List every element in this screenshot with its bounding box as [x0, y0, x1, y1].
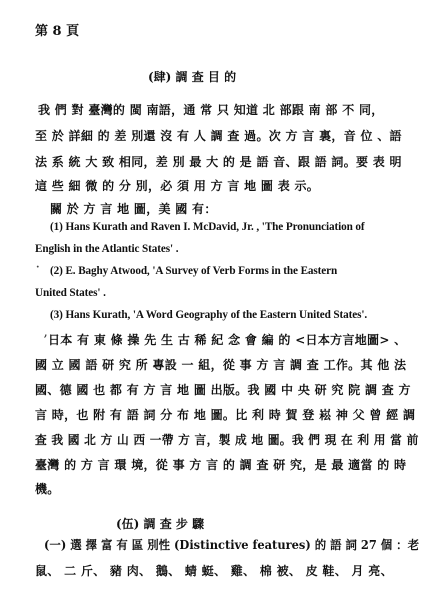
reference-line: English in the Atlantic States' .: [35, 243, 179, 255]
section-5-title: (伍) 調 查 步 驟: [116, 517, 205, 531]
paragraph-line: 臺灣 的 方 言 環 境，從 事 方 言 的 調 查 研 究，是 最 適當 的 時: [35, 458, 407, 472]
section-4-title: (肆) 調 查 目 的: [148, 70, 237, 84]
paragraph-line: 日本 有 東 條 操 先 生 古 稀 紀 念 會 編 的 <日本方言地圖> 、: [48, 333, 407, 347]
page-number: 第 8 頁: [35, 24, 80, 39]
paragraph-line: 這 些 細 微 的 分 別，必 須 用 方 言 地 圖 表 示。: [35, 179, 320, 193]
paragraph-line: 言 時，也 附 有 語 詞 分 布 地 圖。比 利 時 賀 登 崧 神 父 曾 經 調: [35, 408, 416, 422]
paragraph-line: 查 我 國 北 方 山 西 一帶 方 言，製 成 地 圖。我 們 現 在 利 用 當 前: [35, 433, 419, 447]
paragraph-line: 國、德 國 也 都 有 方 言 地 圖 出版。我 國 中 央 研 究 院 調 查 方: [35, 383, 411, 397]
reference-line: United States' .: [35, 287, 106, 299]
paragraph-line: 我 們 對 臺灣的 閩 南語，通 常 只 知道 北 部跟 南 部 不 同，: [38, 103, 384, 117]
paragraph-line: 國 立 國 語 研 究 所 專設 一 組，從 事 方 言 調 查 工作。其 他 法: [35, 358, 407, 372]
paragraph-line: 機。: [35, 482, 60, 496]
reference-line: (2) E. Baghy Atwood, 'A Survey of Verb Forms in the Eastern: [50, 265, 338, 277]
stray-mark: ·: [36, 262, 40, 273]
reference-line: (3) Hans Kurath, 'A Word Geography of the Eastern United States'.: [50, 309, 368, 321]
references-intro: 關 於 方 言 地 圖，美 國 有：: [50, 202, 217, 216]
reference-line: (1) Hans Kurath and Raven I. McDavid, Jr. , 'The Pronunciation of: [50, 221, 365, 233]
paragraph-line: 至 於 詳細 的 差 別還 沒 有 人 調 查 過。次 方 言 裏，音 位 、語: [35, 129, 402, 143]
paragraph-line: 鼠、 二 斤、 豬 肉、 鵝、 蜻 蜓、 雞、 棉 被、 皮 鞋、 月 亮、: [35, 564, 393, 578]
stray-mark: ,: [44, 328, 48, 339]
paragraph-line: (一) 選 擇 富 有 區 別性 (Distinctive features) 的 語 詞 27 個 ：老: [44, 538, 420, 552]
paragraph-line: 法 系 統 大 致 相同，差 別 最 大 的 是 語 音、跟 語 詞。要 表 明: [35, 155, 402, 169]
